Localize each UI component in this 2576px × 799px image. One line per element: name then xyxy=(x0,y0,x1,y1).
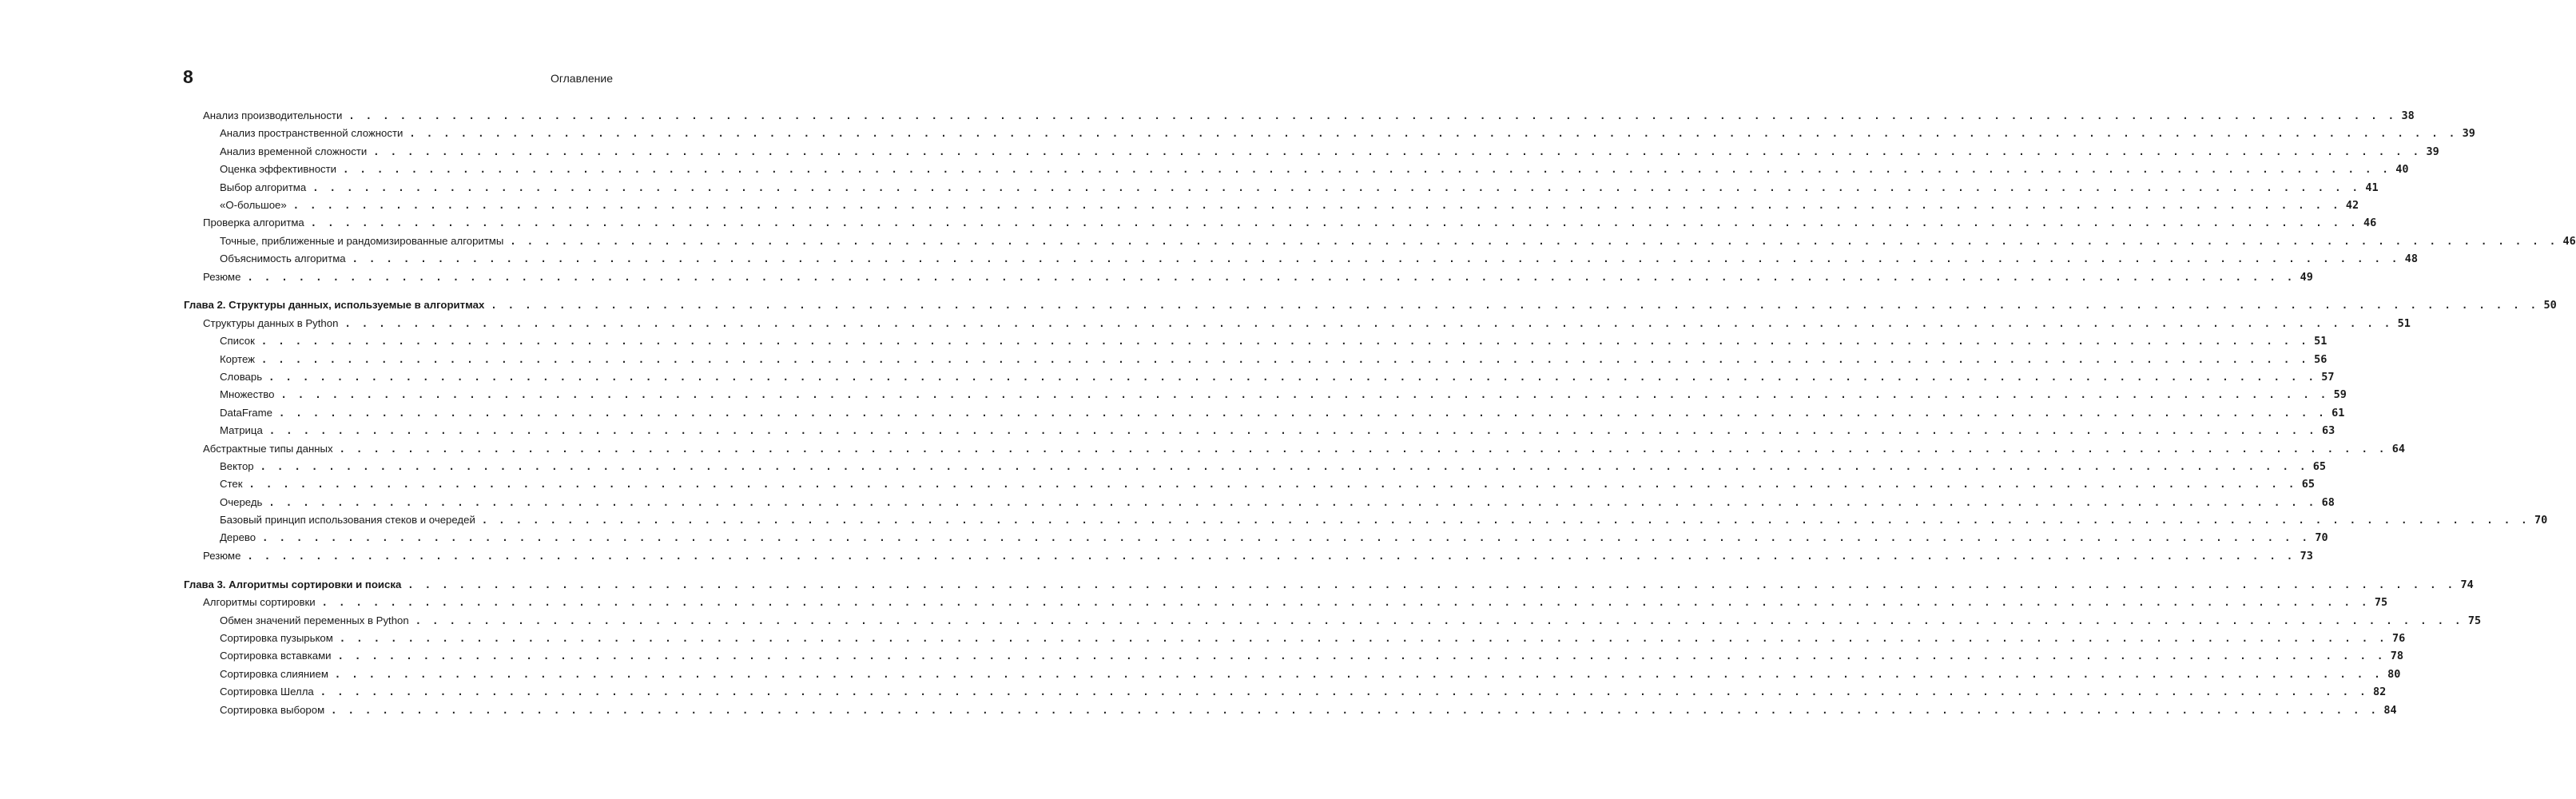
leader-dots: . . . . . . . . . . . . . . . . . . . . . . . . . . . . . . . . . . . . . . . . . . . . . . . . . . . . . . . . . . . . . . . . . . . . . . . . . . . . . . . . . . . . . . . . . . . . . . . . . . . . . . . . . . . . . . . . . . . . . . . . xyxy=(260,353,2310,365)
toc-entry-page: 75 xyxy=(2374,596,2388,610)
toc-entry xyxy=(184,549,2313,567)
toc-entry-title: Словарь xyxy=(220,370,263,383)
toc-entry-page: 51 xyxy=(2397,316,2411,330)
toc-entry-page: 39 xyxy=(2462,127,2475,141)
toc-entry-title: Глава 2. Структуры данных, используемые в алгоритмах xyxy=(184,299,485,312)
toc-entry xyxy=(184,109,2415,127)
toc-entry-title: Резюме xyxy=(203,549,241,562)
toc-entry-page: 75 xyxy=(2467,614,2482,627)
leader-dots: . . . . . . . . . . . . . . . . . . . . . . . . . . . . . . . . . . . . . . . . . . . . . . . . . . . . . . . . . . . . . . . . . . . . . . . . . . . . . . . . . . . . . . . . . . . . . . . . . . . . . . . . . . . . . . . . . . . . . . . . xyxy=(337,650,2386,662)
leader-dots: . . . . . . . . . . . . . . . . . . . . . . . . . . . . . . . . . . . . . . . . . . . . . . . . . . . . . . . . . . . . . . . . . . . . . . . . . . . . . . . . . . . . . . . . . . . . . . . . . . . . . . . . . . . . . . . . . . . . . . . . xyxy=(278,407,2328,419)
toc-entry xyxy=(184,478,2315,495)
toc-entry-page: 73 xyxy=(2300,549,2313,562)
toc-entry-page: 74 xyxy=(2460,578,2474,591)
toc-entry-page: 49 xyxy=(2300,270,2313,284)
toc-entry-page: 48 xyxy=(2404,252,2419,266)
toc-entry-title: Анализ временной сложности xyxy=(220,145,368,157)
toc-entry xyxy=(184,650,2404,667)
leader-dots: . . . . . . . . . . . . . . . . . . . . . . . . . . . . . . . . . . . . . . . . . . . . . . . . . . . . . . . . . . . . . . . . . . . . . . . . . . . . . . . . . . . . . . . . . . . . . . . . . . . . . . . . . . . . . . . . . . . . . . . . xyxy=(320,686,2368,698)
table-of-contents xyxy=(184,109,2576,721)
toc-entry-page: 57 xyxy=(2321,370,2335,384)
toc-entry-title: Анализ производительности xyxy=(203,109,343,121)
leader-dots: . . . . . . . . . . . . . . . . . . . . . . . . . . . . . . . . . . . . . . . . . . . . . . . . . . . . . . . . . . . . . . . . . . . . . . . . . . . . . . . . . . . . . . . . . . . . . . . . . . . . . . . . . . . . . . . . . . . . . . . . xyxy=(331,704,2379,716)
toc-entry-title: Глава 3. Алгоритмы сортировки и поиска xyxy=(184,578,402,590)
leader-dots: . . . . . . . . . . . . . . . . . . . . . . . . . . . . . . . . . . . . . . . . . . . . . . . . . . . . . . . . . . . . . . . . . . . . . . . . . . . . . . . . . . . . . . . . . . . . . . . . . . . . . . . . . . . . . . . . . . . . . . . . xyxy=(409,128,2458,140)
leader-dots: . . . . . . . . . . . . . . . . . . . . . . . . . . . . . . . . . . . . . . . . . . . . . . . . . . . . . . . . . . . . . . . . . . . . . . . . . . . . . . . . . . . . . . . . . . . . . . . . . . . . . . . . . . . . . . . . . . . . . . . . xyxy=(292,199,2341,211)
toc-entry-title: Сортировка выбором xyxy=(220,703,325,716)
toc-entry-title: Точные, приближенные и рандомизированные алгоритмы xyxy=(220,234,504,247)
toc-entry xyxy=(184,270,2313,288)
leader-dots: . . . . . . . . . . . . . . . . . . . . . . . . . . . . . . . . . . . . . . . . . . . . . . . . . . . . . . . . . . . . . . . . . . . . . . . . . . . . . . . . . . . . . . . . . . . . . . . . . . . . . . . . . . . . . . . . . . . . . . . . xyxy=(248,479,2297,491)
toc-entry-title: Сортировка Шелла xyxy=(220,686,314,698)
toc-entry-title: Вектор xyxy=(220,459,254,472)
toc-entry xyxy=(184,388,2347,406)
leader-dots: . . . . . . . . . . . . . . . . . . . . . . . . . . . . . . . . . . . . . . . . . . . . . . . . . . . . . . . . . . . . . . . . . . . . . . . . . . . . . . . . . . . . . . . . . . . . . . . . . . . . . . . . . . . . . . . . . . . . . . . . xyxy=(260,336,2310,348)
toc-entry-page: 78 xyxy=(2390,650,2404,663)
toc-entry xyxy=(184,252,2419,270)
toc-entry-page: 68 xyxy=(2321,495,2335,509)
toc-entry-page: 80 xyxy=(2387,667,2401,681)
toc-entry-title: DataFrame xyxy=(220,406,272,419)
leader-dots: . . . . . . . . . . . . . . . . . . . . . . . . . . . . . . . . . . . . . . . . . . . . . . . . . . . . . . . . . . . . . . . . . . . . . . . . . . . . . . . . . . . . . . . . . . . . . . . . . . . . . . . . . . . . . . . . . . . . . . . . xyxy=(352,253,2400,265)
toc-entry-title: Абстрактные типы данных xyxy=(203,442,333,455)
toc-entry-page: 39 xyxy=(2426,145,2439,158)
toc-entry-title: Сортировка слиянием xyxy=(220,667,328,680)
leader-dots: . . . . . . . . . . . . . . . . . . . . . . . . . . . . . . . . . . . . . . . . . . . . . . . . . . . . . . . . . . . . . . . . . . . . . . . . . . . . . . . . . . . . . . . . . . . . . . . . . . . . . . . . . . . . . . . . . . . . . . . . xyxy=(481,515,2530,527)
toc-chapter-entry xyxy=(184,578,2474,596)
toc-entry-page: 42 xyxy=(2345,198,2359,212)
toc-entry-page: 38 xyxy=(2401,109,2415,122)
toc-entry xyxy=(184,596,2388,614)
toc-entry-page: 41 xyxy=(2365,181,2379,194)
toc-entry xyxy=(184,198,2359,217)
toc-entry-title: Множество xyxy=(220,388,275,401)
toc-entry-title: Очередь xyxy=(220,495,263,508)
toc-entry-page: 51 xyxy=(2314,335,2328,348)
toc-entry-title: Кортеж xyxy=(220,352,255,365)
leader-dots: . . . . . . . . . . . . . . . . . . . . . . . . . . . . . . . . . . . . . . . . . . . . . . . . . . . . . . . . . . . . . . . . . . . . . . . . . . . . . . . . . . . . . . . . . . . . . . . . . . . . . . . . . . . . . . . . . . . . . . . . xyxy=(312,181,2361,193)
leader-dots: . . . . . . . . . . . . . . . . . . . . . . . . . . . . . . . . . . . . . . . . . . . . . . . . . . . . . . . . . . . . . . . . . . . . . . . . . . . . . . . . . . . . . . . . . . . . . . . . . . . . . . . . . . . . . . . . . . . . . . . . xyxy=(260,460,2308,472)
leader-dots: . . . . . . . . . . . . . . . . . . . . . . . . . . . . . . . . . . . . . . . . . . . . . . . . . . . . . . . . . . . . . . . . . . . . . . . . . . . . . . . . . . . . . . . . . . . . . . . . . . . . . . . . . . . . . . . . . . . . . . . . xyxy=(373,145,2422,157)
toc-entry-title: Матрица xyxy=(220,424,263,437)
toc-entry-title: Обмен значений переменных в Python xyxy=(220,614,409,626)
leader-dots: . . . . . . . . . . . . . . . . . . . . . . . . . . . . . . . . . . . . . . . . . . . . . . . . . . . . . . . . . . . . . . . . . . . . . . . . . . . . . . . . . . . . . . . . . . . . . . . . . . . . . . . . . . . . . . . . . . . . . . . . xyxy=(321,597,2370,609)
leader-dots: . . . . . . . . . . . . . . . . . . . . . . . . . . . . . . . . . . . . . . . . . . . . . . . . . . . . . . . . . . . . . . . . . . . . . . . . . . . . . . . . . . . . . . . . . . . . . . . . . . . . . . . . . . . . . . . . . . . . . . . . xyxy=(415,614,2463,626)
leader-dots: . . . . . . . . . . . . . . . . . . . . . . . . . . . . . . . . . . . . . . . . . . . . . . . . . . . . . . . . . . . . . . . . . . . . . . . . . . . . . . . . . . . . . . . . . . . . . . . . . . . . . . . . . . . . . . . . . . . . . . . . xyxy=(339,632,2388,644)
toc-entry-title: Объяснимость алгоритма xyxy=(220,252,346,265)
leader-dots: . . . . . . . . . . . . . . . . . . . . . . . . . . . . . . . . . . . . . . . . . . . . . . . . . . . . . . . . . . . . . . . . . . . . . . . . . . . . . . . . . . . . . . . . . . . . . . . . . . . . . . . . . . . . . . . . . . . . . . . . xyxy=(343,164,2391,176)
toc-entry xyxy=(184,370,2335,388)
toc-entry xyxy=(184,406,2345,424)
toc-entry-page: 63 xyxy=(2322,424,2335,438)
toc-entry-title: Анализ пространственной сложности xyxy=(220,127,403,140)
leader-dots: . . . . . . . . . . . . . . . . . . . . . . . . . . . . . . . . . . . . . . . . . . . . . . . . . . . . . . . . . . . . . . . . . . . . . . . . . . . . . . . . . . . . . . . . . . . . . . . . . . . . . . . . . . . . . . . . . . . . . . . . xyxy=(334,668,2383,680)
toc-entry-title: Базовый принцип использования стеков и очередей xyxy=(220,514,475,527)
leader-dots: . . . . . . . . . . . . . . . . . . . . . . . . . . . . . . . . . . . . . . . . . . . . . . . . . . . . . . . . . . . . . . . . . . . . . . . . . . . . . . . . . . . . . . . . . . . . . . . . . . . . . . . . . . . . . . . . . . . . . . . . xyxy=(310,217,2359,229)
toc-entry xyxy=(184,127,2475,145)
toc-entry-title: Дерево xyxy=(220,531,256,544)
toc-entry-page: 46 xyxy=(2363,217,2377,230)
toc-entry xyxy=(184,316,2411,335)
toc-entry xyxy=(184,531,2328,549)
toc-entry xyxy=(184,686,2387,703)
toc-entry xyxy=(184,145,2439,163)
toc-entry xyxy=(184,335,2328,352)
toc-entry-page: 76 xyxy=(2392,631,2406,645)
leader-dots: . . . . . . . . . . . . . . . . . . . . . . . . . . . . . . . . . . . . . . . . . . . . . . . . . . . . . . . . . . . . . . . . . . . . . . . . . . . . . . . . . . . . . . . . . . . . . . . . . . . . . . . . . . . . . . . . . . . . . . . . xyxy=(247,550,2296,562)
toc-entry-title: Выбор алгоритма xyxy=(220,181,307,193)
leader-dots: . . . . . . . . . . . . . . . . . . . . . . . . . . . . . . . . . . . . . . . . . . . . . . . . . . . . . . . . . . . . . . . . . . . . . . . . . . . . . . . . . . . . . . . . . . . . . . . . . . . . . . . . . . . . . . . . . . . . . . . . xyxy=(268,496,2317,508)
toc-entry-page: 64 xyxy=(2391,442,2406,455)
toc-entry xyxy=(184,234,2576,252)
leader-dots: . . . . . . . . . . . . . . . . . . . . . . . . . . . . . . . . . . . . . . . . . . . . . . . . . . . . . . . . . . . . . . . . . . . . . . . . . . . . . . . . . . . . . . . . . . . . . . . . . . . . . . . . . . . . . . . . . . . . . . . . xyxy=(348,110,2397,121)
leader-dots: . . . . . . . . . . . . . . . . . . . . . . . . . . . . . . . . . . . . . . . . . . . . . . . . . . . . . . . . . . . . . . . . . . . . . . . . . . . . . . . . . . . . . . . . . . . . . . . . . . . . . . . . . . . . . . . . . . . . . . . . xyxy=(510,235,2558,247)
toc-entry xyxy=(184,631,2406,650)
toc-entry-page: 59 xyxy=(2333,388,2347,402)
leader-dots: . . . . . . . . . . . . . . . . . . . . . . . . . . . . . . . . . . . . . . . . . . . . . . . . . . . . . . . . . . . . . . . . . . . . . . . . . . . . . . . . . . . . . . . . . . . . . . . . . . . . . . . . . . . . . . . . . . . . . . . . xyxy=(262,532,2311,544)
toc-entry xyxy=(184,614,2482,632)
toc-entry xyxy=(184,217,2377,234)
toc-entry xyxy=(184,352,2328,371)
toc-entry-title: Сортировка вставками xyxy=(220,650,332,662)
page-number: 8 xyxy=(183,66,193,87)
leader-dots: . . . . . . . . . . . . . . . . . . . . . . . . . . . . . . . . . . . . . . . . . . . . . . . . . . . . . . . . . . . . . . . . . . . . . . . . . . . . . . . . . . . . . . . . . . . . . . . . . . . . . . . . . . . . . . . . . . . . . . . . xyxy=(344,317,2393,329)
leader-dots: . . . . . . . . . . . . . . . . . . . . . . . . . . . . . . . . . . . . . . . . . . . . . . . . . . . . . . . . . . . . . . . . . . . . . . . . . . . . . . . . . . . . . . . . . . . . . . . . . . . . . . . . . . . . . . . . . . . . . . . . xyxy=(268,425,2317,437)
leader-dots: . . . . . . . . . . . . . . . . . . . . . . . . . . . . . . . . . . . . . . . . . . . . . . . . . . . . . . . . . . . . . . . . . . . . . . . . . . . . . . . . . . . . . . . . . . . . . . . . . . . . . . . . . . . . . . . . . . . . . . . . xyxy=(247,271,2296,283)
toc-entry-title: Структуры данных в Python xyxy=(203,316,339,329)
toc-entry-page: 65 xyxy=(2312,459,2327,473)
toc-entry xyxy=(184,424,2335,442)
toc-entry-title: Проверка алгоритма xyxy=(203,217,304,229)
toc-entry-page: 56 xyxy=(2314,352,2328,366)
toc-entry-page: 40 xyxy=(2395,163,2409,177)
toc-entry xyxy=(184,667,2401,686)
toc-entry-page: 70 xyxy=(2315,531,2328,545)
toc-chapter-entry xyxy=(184,299,2557,316)
toc-entry-title: «О-большое» xyxy=(220,198,287,211)
toc-entry xyxy=(184,495,2335,514)
leader-dots: . . . . . . . . . . . . . . . . . . . . . . . . . . . . . . . . . . . . . . . . . . . . . . . . . . . . . . . . . . . . . . . . . . . . . . . . . . . . . . . . . . . . . . . . . . . . . . . . . . . . . . . . . . . . . . . . . . . . . . . . xyxy=(491,300,2539,312)
toc-entry xyxy=(184,181,2379,199)
toc-entry-page: 61 xyxy=(2332,406,2345,419)
toc-entry xyxy=(184,459,2327,478)
toc-entry-title: Стек xyxy=(220,478,243,491)
toc-entry-page: 84 xyxy=(2383,703,2397,717)
toc-entry xyxy=(184,442,2406,460)
toc-entry-page: 65 xyxy=(2301,478,2315,491)
leader-dots: . . . . . . . . . . . . . . . . . . . . . . . . . . . . . . . . . . . . . . . . . . . . . . . . . . . . . . . . . . . . . . . . . . . . . . . . . . . . . . . . . . . . . . . . . . . . . . . . . . . . . . . . . . . . . . . . . . . . . . . . xyxy=(268,371,2317,383)
toc-entry xyxy=(184,163,2409,181)
toc-entry-title: Алгоритмы сортировки xyxy=(203,596,316,609)
toc-entry-page: 70 xyxy=(2534,514,2548,527)
leader-dots: . . . . . . . . . . . . . . . . . . . . . . . . . . . . . . . . . . . . . . . . . . . . . . . . . . . . . . . . . . . . . . . . . . . . . . . . . . . . . . . . . . . . . . . . . . . . . . . . . . . . . . . . . . . . . . . . . . . . . . . . xyxy=(339,443,2387,455)
toc-entry xyxy=(184,514,2548,531)
leader-dots: . . . . . . . . . . . . . . . . . . . . . . . . . . . . . . . . . . . . . . . . . . . . . . . . . . . . . . . . . . . . . . . . . . . . . . . . . . . . . . . . . . . . . . . . . . . . . . . . . . . . . . . . . . . . . . . . . . . . . . . . xyxy=(280,389,2329,401)
toc-entry-title: Резюме xyxy=(203,270,241,283)
toc-entry xyxy=(184,703,2397,721)
toc-entry-page: 50 xyxy=(2543,299,2557,312)
toc-entry-title: Сортировка пузырьком xyxy=(220,631,333,644)
running-title: Оглавление xyxy=(550,72,613,85)
toc-entry-page: 82 xyxy=(2372,686,2387,699)
toc-entry-title: Оценка эффективности xyxy=(220,163,337,176)
toc-entry-page: 46 xyxy=(2562,234,2576,248)
leader-dots: . . . . . . . . . . . . . . . . . . . . . . . . . . . . . . . . . . . . . . . . . . . . . . . . . . . . . . . . . . . . . . . . . . . . . . . . . . . . . . . . . . . . . . . . . . . . . . . . . . . . . . . . . . . . . . . . . . . . . . . . xyxy=(407,578,2456,590)
toc-entry-title: Список xyxy=(220,335,255,348)
